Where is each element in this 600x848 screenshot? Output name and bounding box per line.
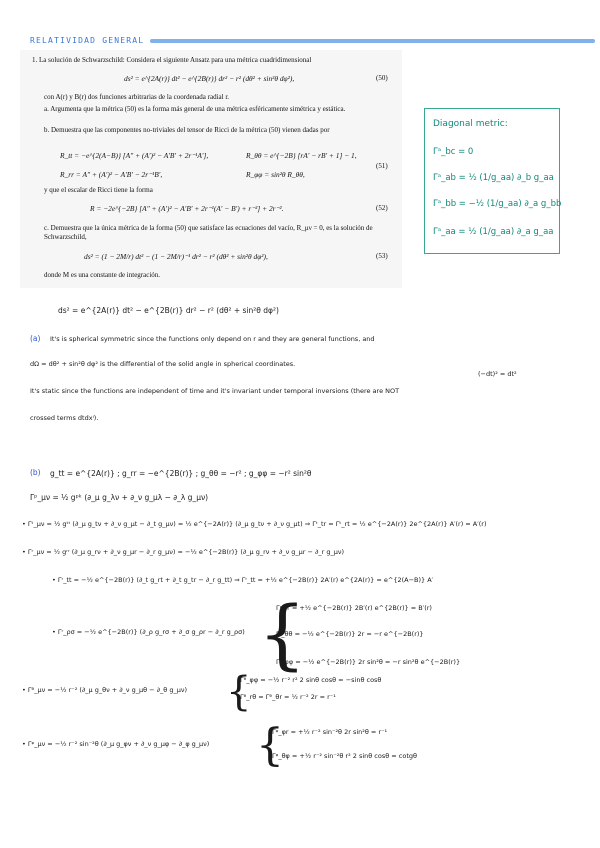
part-a-line-1: It's is spherical symmetric since the functions only depend on r and they are general functions, and (50, 335, 375, 343)
header-title: RELATIVIDAD GENERAL (30, 36, 145, 45)
part-a-line-4: crossed terms dtdxⁱ). (30, 414, 99, 422)
metric-handwritten: ds² = e^{2A(r)} dt² − e^{2B(r)} dr² − r² (dθ² + sin²θ dφ²) (58, 306, 279, 315)
part-b-metric-components: g_tt = e^{2A(r)} ; g_rr = −e^{2B(r)} ; g_θθ = −r² ; g_φφ = −r² sin²θ (50, 469, 312, 478)
part-b-label: (b) (30, 468, 41, 477)
part-c-statement: c. Demuestra que la única métrica de la forma (50) que satisface las ecuaciones del vacío, R_μν = 0, es la solución de Schwarzschild, (44, 224, 373, 241)
christoffel-t: • Γᵗ_μν = ½ gᵗᵗ (∂_μ g_tν + ∂_ν g_μt − ∂_t g_μν) = ½ e^{−2A(r)} (∂_μ g_tν + ∂_ν g_μt) ⇒ Γᵗ_tr = Γᵗ_rt = ½ e^{−2A(r)} 2e^{2A(r)} A′(r) = A′(r) (22, 520, 487, 528)
ricci-thth: R_θθ = e^{−2B} [rA′ − rB′ + 1] − 1, (246, 151, 357, 160)
part-a-aside: (−dt)² = dt² (478, 370, 517, 378)
note-title: Diagonal metric: (433, 119, 508, 129)
ricci-tt: R_tt = −e^{2(A−B)} [A″ + (A′)² − A′B′ + 2r⁻¹A′], (60, 151, 209, 160)
equation-51-number: (51) (376, 162, 388, 170)
functions-note: con A(r) y B(r) dos funciones arbitrarias de la coordenada radial r. (44, 93, 230, 101)
note-line-4: Γᵃ_aa = ½ (1/g_aa) ∂_a g_aa (433, 227, 554, 237)
scalar-note: y que el escalar de Ricci tiene la forma (44, 186, 153, 194)
christoffel-theta-phph: Γᶿ_φφ = −½ r⁻² r² 2 sinθ cosθ = −sinθ cosθ (240, 676, 382, 684)
christoffel-r: • Γʳ_μν = ½ gʳʳ (∂_μ g_rν + ∂_ν g_μr − ∂_r g_μν) = −½ e^{−2B(r)} (∂_μ g_rν + ∂_ν g_μr − ∂_r g_μν) (22, 548, 345, 556)
part-b-statement: b. Demuestra que las componentes no-triviales del tensor de Ricci de la métrica (50) vienen dadas por (44, 126, 330, 134)
christoffel-theta-rth: Γᶿ_rθ = Γᶿ_θr = ½ r⁻² 2r = r⁻¹ (240, 693, 336, 701)
equation-52: R = −2e^{−2B} [A″ + (A′)² − A′B′ + 2r⁻¹(A′ − B′) + r⁻²] + 2r⁻². (90, 204, 284, 213)
equation-53: ds² = (1 − 2M/r) dt² − (1 − 2M/r)⁻¹ dr² − r² (dθ² + sin²θ dφ²), (84, 252, 268, 261)
note-line-1: Γᵃ_bc = 0 (433, 147, 474, 157)
equation-53-number: (53) (376, 252, 388, 260)
brace-theta: { (226, 669, 252, 715)
problem-statement (20, 50, 402, 288)
part-a-line-3: It's static since the functions are independent of time and it's invariant under temporal inversions (there are NOT (30, 387, 400, 395)
christoffel-r-spatial: • Γʳ_ρσ = −½ e^{−2B(r)} (∂_ρ g_rσ + ∂_σ g_ρr − ∂_r g_ρσ) (52, 628, 245, 636)
equation-50: ds² = e^{2A(r)} dt² − e^{2B(r)} dr² − r² (dθ² + sin²θ dφ²), (124, 74, 295, 83)
part-a-label: (a) (30, 334, 41, 343)
problem-intro: 1. La solución de Schwarzschild: Considera el siguiente Ansatz para una métrica cuadridimensional (32, 56, 312, 64)
christoffel-phi-rph: Γᵠ_φr = +½ r⁻² sin⁻²θ 2r sin²θ = r⁻¹ (272, 728, 388, 736)
ricci-phph: R_φφ = sin²θ R_θθ, (246, 170, 305, 179)
christoffel-r-phph: Γʳ_φφ = −½ e^{−2B(r)} 2r sin²θ = −r sin²θ e^{−2B(r)} (276, 658, 461, 666)
brace-phi: { (256, 720, 284, 771)
note-line-2: Γᵃ_ab = ½ (1/g_aa) ∂_b g_aa (433, 173, 554, 183)
header-rule (150, 39, 595, 43)
brace-r-spatial: { (258, 589, 307, 678)
christoffel-r-tt: • Γʳ_tt = −½ e^{−2B(r)} (∂_t g_rt + ∂_t g_tr − ∂_r g_tt) ⇒ Γʳ_tt = +½ e^{−2B(r)} 2A′(r) e^{2A(r)} = e^{2(A−B)} A′ (52, 576, 434, 584)
christoffel-r-rr: Γʳ_rr = +½ e^{−2B(r)} 2B′(r) e^{2B(r)} = B′(r) (276, 604, 432, 612)
constant-note: donde M es una constante de integración. (44, 271, 161, 279)
diagonal-metric-note (424, 108, 560, 254)
christoffel-theta: • Γᶿ_μν = −½ r⁻² (∂_μ g_θν + ∂_ν g_μθ − ∂_θ g_μν) (22, 686, 188, 694)
equation-52-number: (52) (376, 204, 388, 212)
christoffel-definition: Γᵖ_μν = ½ gᵖᵏ (∂_μ g_λν + ∂_ν g_μλ − ∂_λ g_μν) (30, 493, 209, 502)
note-line-3: Γᵃ_bb = −½ (1/g_aa) ∂_a g_bb (433, 199, 562, 209)
christoffel-r-thth: Γʳ_θθ = −½ e^{−2B(r)} 2r = −r e^{−2B(r)} (276, 630, 424, 638)
christoffel-phi: • Γᵠ_μν = −½ r⁻² sin⁻²θ (∂_μ g_φν + ∂_ν g_μφ − ∂_φ g_μν) (22, 740, 210, 748)
ricci-rr: R_rr = A″ + (A′)² − A′B′ − 2r⁻¹B′, (60, 170, 163, 179)
christoffel-phi-thph: Γᵠ_θφ = +½ r⁻² sin⁻²θ r² 2 sinθ cosθ = cotgθ (272, 752, 417, 760)
part-a-statement: a. Argumenta que la métrica (50) es la forma más general de una métrica esféricamente simétrica y estática. (44, 105, 346, 113)
part-a-line-2: dΩ = dθ² + sin²θ dφ² is the differential of the solid angle in spherical coordinates. (30, 360, 296, 368)
equation-50-number: (50) (376, 74, 388, 82)
